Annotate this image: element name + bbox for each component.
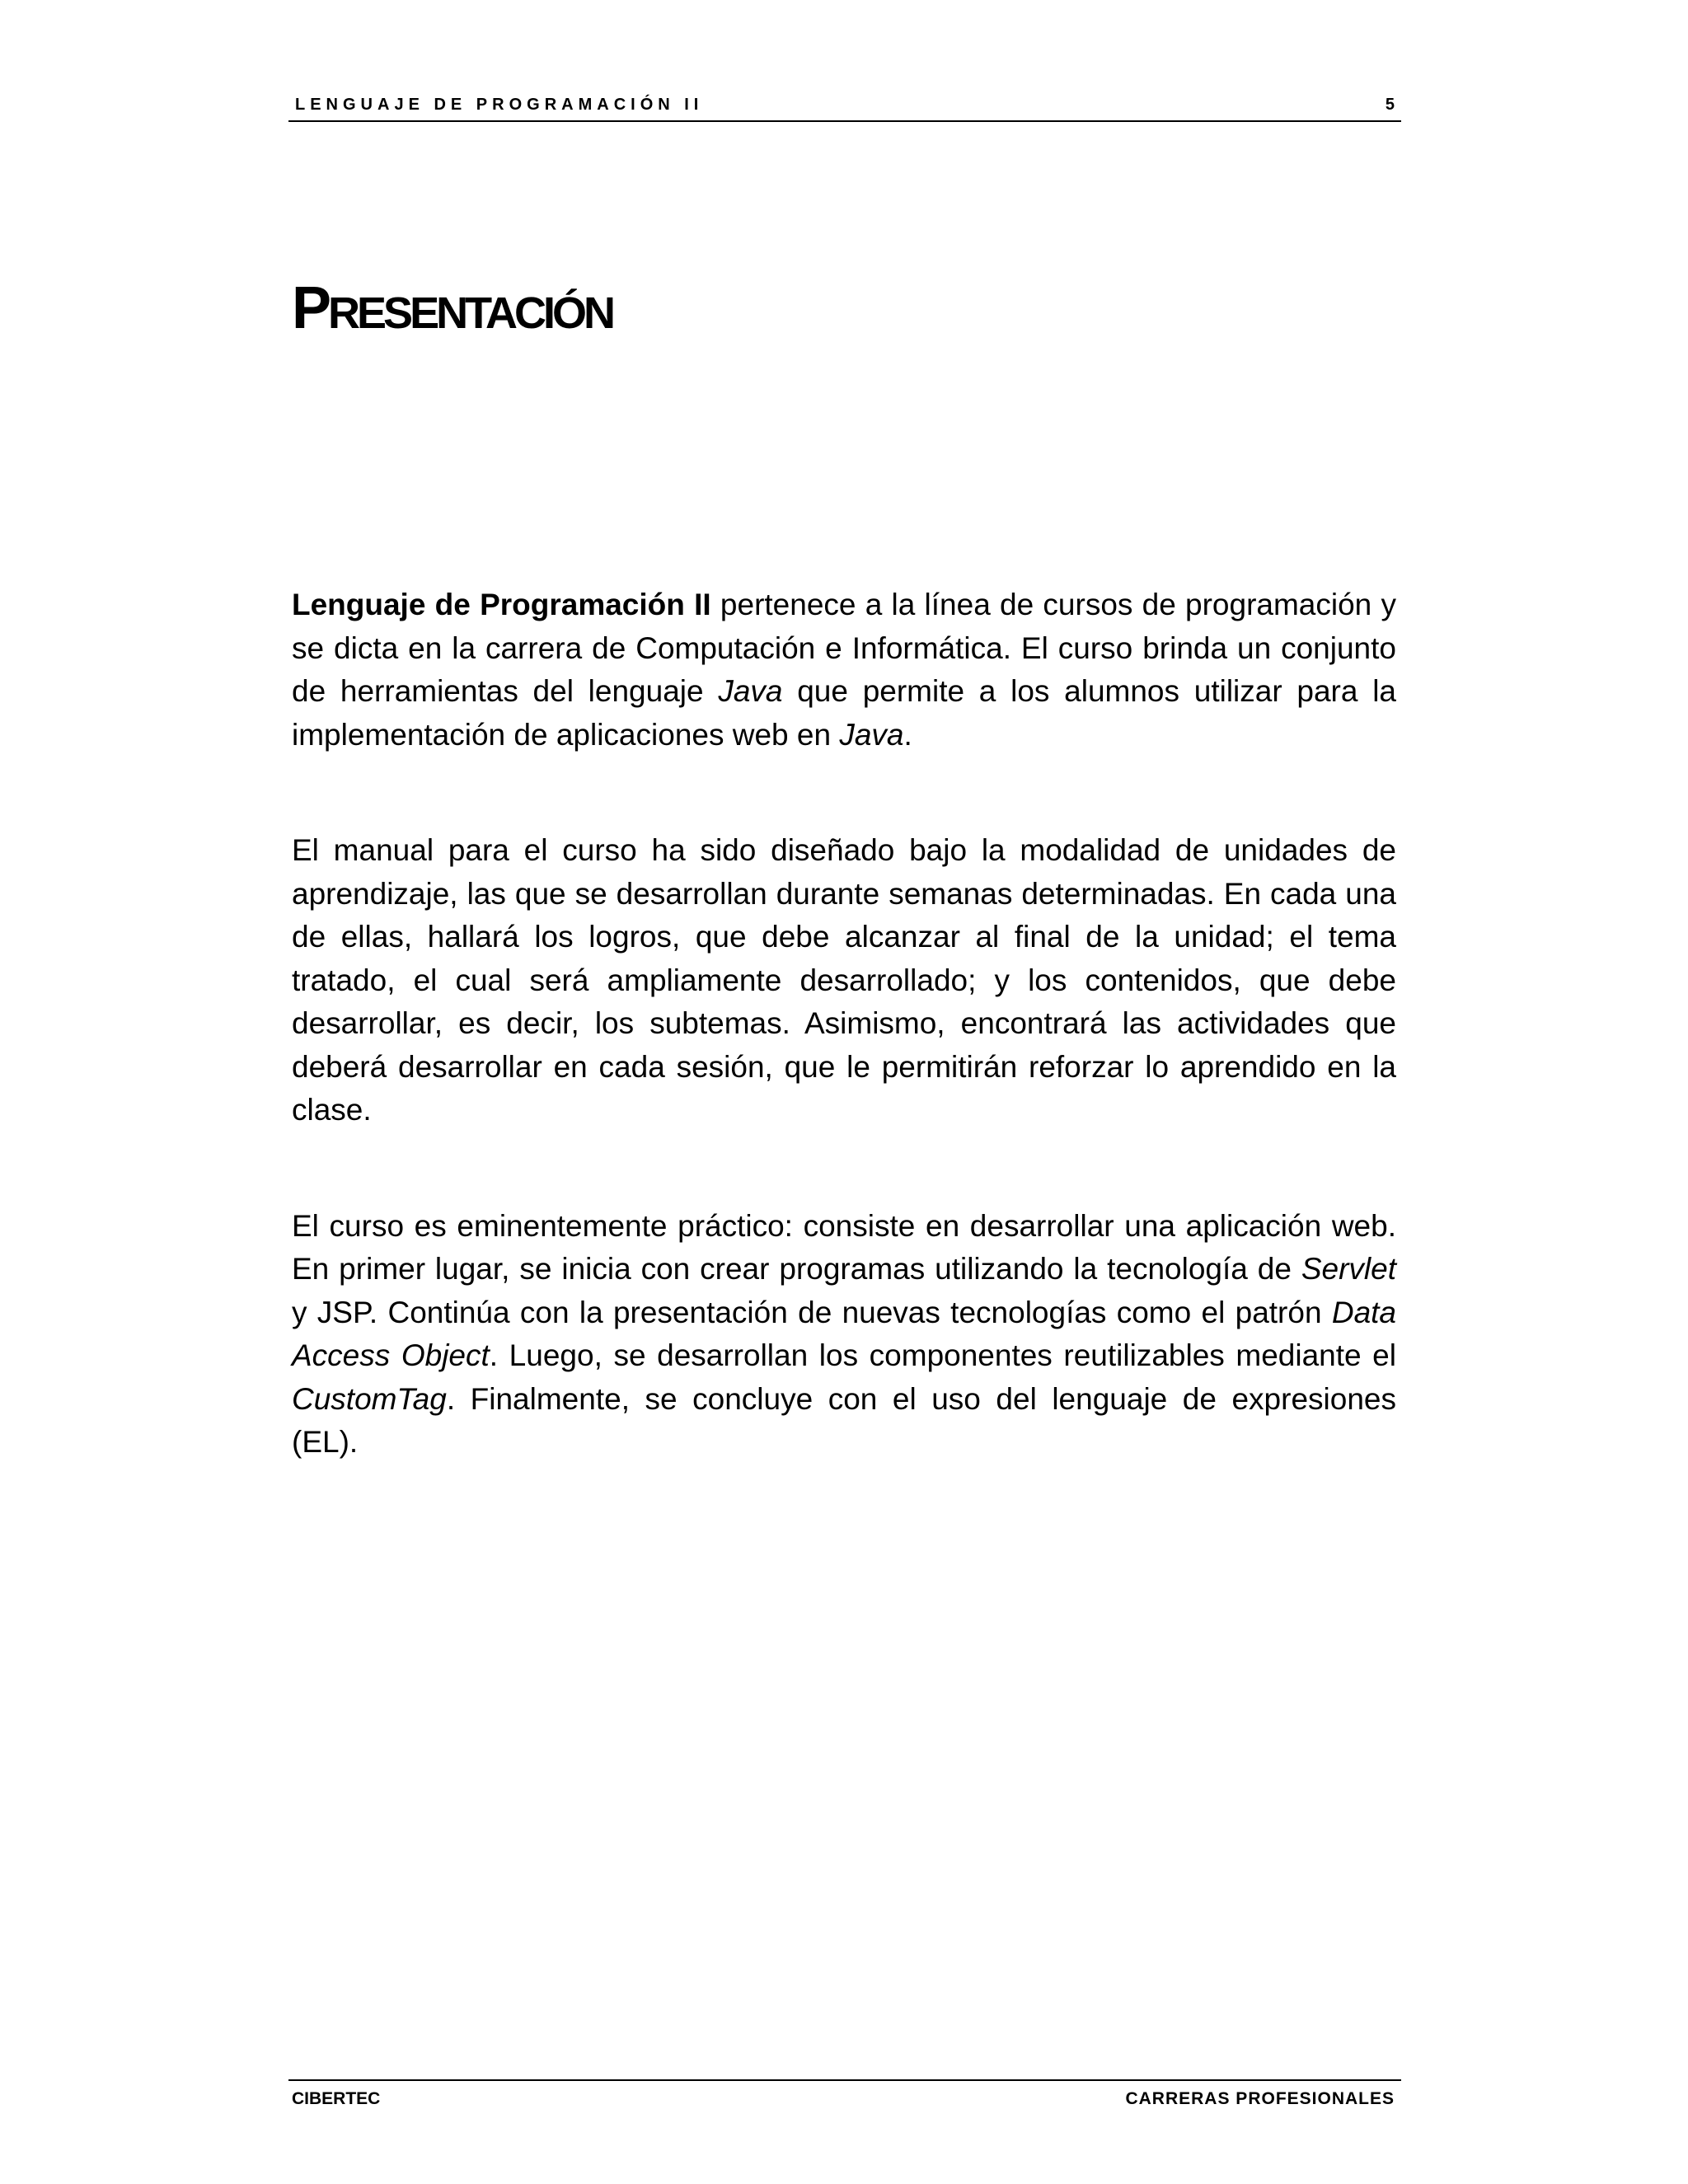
page-header [288, 92, 1401, 122]
text-segment: . Luego, se desarrollan los componentes reutilizables mediante el [489, 1338, 1396, 1372]
footer-label: CARRERAS PROFESIONALES [1125, 2089, 1395, 2108]
text-segment: y JSP. Continúa con la presentación de nuevas tecnologías como el patrón [292, 1295, 1332, 1329]
page-title-initial: P [292, 275, 329, 341]
page-title-rest: RESENTACIÓN [328, 288, 613, 338]
text-segment: Data Access Object [292, 1295, 1396, 1372]
paragraph [292, 583, 1396, 757]
paragraph [292, 829, 1396, 1132]
text-segment: . [903, 717, 912, 752]
body-text [292, 583, 1396, 1465]
text-segment: . Finalmente, se concluye con el uso del lenguaje de expresiones (EL). [292, 1381, 1396, 1459]
text-segment: Servlet [1301, 1252, 1396, 1286]
text-segment: Lenguaje de Programación II [292, 588, 711, 621]
page-number: 5 [1385, 96, 1395, 114]
text-segment: pertenece a la línea de cursos de programación y se dicta en la carrera de Computación e Informática. El curso brinda un conjunto de herramientas del lenguaje [292, 588, 1396, 708]
page-title [292, 275, 613, 341]
text-segment: Java [839, 717, 904, 752]
header-title: LENGUAJE DE PROGRAMACIÓN II [295, 96, 704, 114]
text-segment: CustomTag [292, 1381, 447, 1416]
text-segment: que permite a los alumnos utilizar para la implementación de aplicaciones web en [292, 674, 1396, 752]
paragraph [292, 1205, 1396, 1465]
footer-institution: CIBERTEC [292, 2089, 381, 2108]
text-segment: El curso es eminentemente práctico: consiste en desarrollar una aplicación web. En primer lugar, se inicia con crear programas utilizando la tecnología de [292, 1208, 1396, 1286]
page-footer [288, 2079, 1401, 2114]
text-segment: El manual para el curso ha sido diseñado bajo la modalidad de unidades de aprendizaje, las que se desarrollan durante semanas determinadas. En cada una de ellas, hallará los logros, que debe alcanzar al final de la unidad; el tema tratado, el cual será ampliamente desarrollado; y los contenidos, que debe desarrollar, es decir, los subtemas. Asimismo, encontrará las actividades que deberá desarrollar en cada sesión, que le permitirán reforzar lo aprendido en la clase. [292, 833, 1396, 1127]
text-segment: Java [718, 674, 783, 708]
